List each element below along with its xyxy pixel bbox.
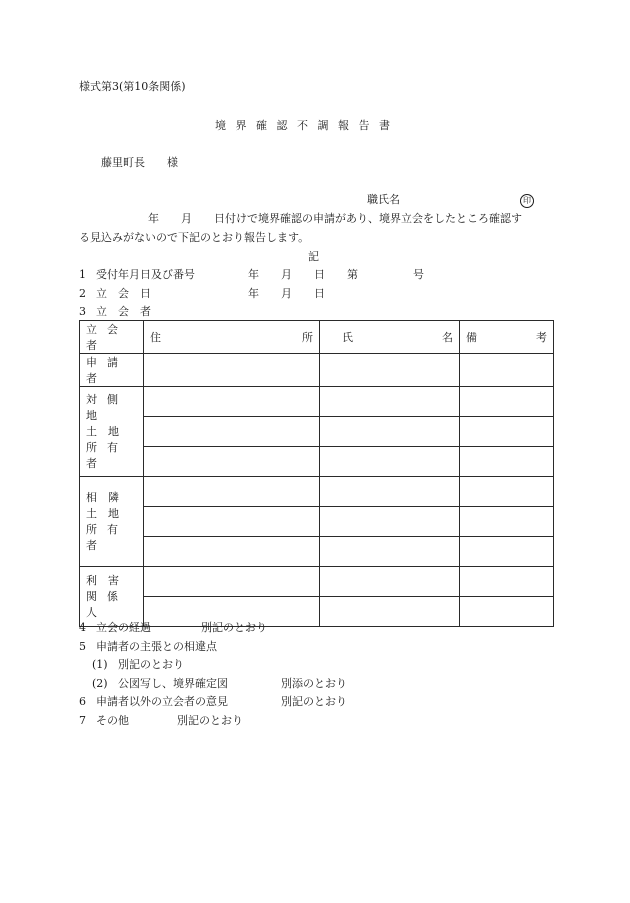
table-row xyxy=(80,477,554,507)
header-attendee: 立会者 xyxy=(80,321,144,354)
address-cell[interactable] xyxy=(144,567,320,597)
item-7-value: 別記のとおり xyxy=(177,714,243,727)
item-5-2-label: 公図写し、境界確定図 xyxy=(118,677,228,690)
table-row xyxy=(80,537,554,567)
item-4-value: 別記のとおり xyxy=(201,621,267,634)
item-7-number: 7 xyxy=(79,714,86,727)
attendees-table xyxy=(79,320,554,627)
address-cell[interactable] xyxy=(144,447,320,477)
header-address: 住 所 xyxy=(144,321,320,354)
item-3-label: 立 会 者 xyxy=(96,305,151,318)
name-cell[interactable] xyxy=(320,567,460,597)
official-name-label: 職氏名 xyxy=(367,193,400,206)
item-4-label: 立会の経過 xyxy=(96,621,151,634)
item-5-label: 申請者の主張との相違点 xyxy=(96,640,217,653)
item-1-label: 受付年月日及び番号 xyxy=(96,268,195,281)
name-cell[interactable] xyxy=(320,447,460,477)
name-cell[interactable] xyxy=(320,597,460,627)
table-row xyxy=(80,354,554,387)
remarks-cell[interactable] xyxy=(460,597,554,627)
remarks-cell[interactable] xyxy=(460,387,554,417)
remarks-cell[interactable] xyxy=(460,537,554,567)
item-1-value: 年 月 日 第 号 xyxy=(248,268,424,281)
address-cell[interactable] xyxy=(144,507,320,537)
remarks-cell[interactable] xyxy=(460,354,554,387)
address-cell[interactable] xyxy=(144,354,320,387)
row-label-interested-party: 利 害 関係人 xyxy=(80,567,144,627)
item-3-number: 3 xyxy=(79,305,86,318)
addressee: 藤里町長 様 xyxy=(101,156,178,169)
item-4-number: 4 xyxy=(79,621,86,634)
item-6-label: 申請者以外の立会者の意見 xyxy=(96,695,228,708)
remarks-cell[interactable] xyxy=(460,477,554,507)
item-6-value: 別記のとおり xyxy=(281,695,347,708)
table-header-row xyxy=(80,321,554,354)
remarks-cell[interactable] xyxy=(460,447,554,477)
item-2-value: 年 月 日 xyxy=(248,287,325,300)
name-cell[interactable] xyxy=(320,387,460,417)
table-row xyxy=(80,507,554,537)
remarks-cell[interactable] xyxy=(460,417,554,447)
seal-icon: 印 xyxy=(520,194,534,208)
table-row xyxy=(80,387,554,417)
name-cell[interactable] xyxy=(320,477,460,507)
address-cell[interactable] xyxy=(144,537,320,567)
remarks-cell[interactable] xyxy=(460,507,554,537)
address-cell[interactable] xyxy=(144,477,320,507)
item-6-number: 6 xyxy=(79,695,86,708)
ki-heading: 記 xyxy=(308,250,319,263)
row-label-opposite-landowner: 対側地 土 地 所有者 xyxy=(80,387,144,477)
item-5-1-number: (1) xyxy=(92,658,108,671)
table-row xyxy=(80,447,554,477)
address-cell[interactable] xyxy=(144,417,320,447)
document-title: 境 界 確 認 不 調 報 告 書 xyxy=(215,119,393,132)
body-text-line-2: る見込みがないので下記のとおり報告します。 xyxy=(79,231,310,244)
name-cell[interactable] xyxy=(320,507,460,537)
item-7-label: その他 xyxy=(96,714,129,727)
item-5-2-number: (2) xyxy=(92,677,108,690)
item-5-number: 5 xyxy=(79,640,86,653)
name-cell[interactable] xyxy=(320,417,460,447)
item-1-number: 1 xyxy=(79,268,86,281)
seal-mark xyxy=(520,193,534,208)
row-label-applicant: 申請者 xyxy=(80,354,144,387)
item-5-1-label: 別記のとおり xyxy=(118,658,184,671)
remarks-cell[interactable] xyxy=(460,567,554,597)
name-cell[interactable] xyxy=(320,537,460,567)
header-remarks: 備 考 xyxy=(460,321,554,354)
body-text-line-1: 年 月 日付けで境界確認の申請があり、境界立会をしたところ確認す xyxy=(148,212,522,225)
address-cell[interactable] xyxy=(144,387,320,417)
header-name: 氏 名 xyxy=(320,321,460,354)
item-2-label: 立 会 日 xyxy=(96,287,151,300)
row-label-adjacent-landowner: 相 隣 土 地 所有者 xyxy=(80,477,144,567)
name-cell[interactable] xyxy=(320,354,460,387)
table-row xyxy=(80,567,554,597)
form-number: 様式第3(第10条関係) xyxy=(79,80,186,93)
item-5-2-value: 別添のとおり xyxy=(281,677,347,690)
item-2-number: 2 xyxy=(79,287,86,300)
table-row xyxy=(80,417,554,447)
